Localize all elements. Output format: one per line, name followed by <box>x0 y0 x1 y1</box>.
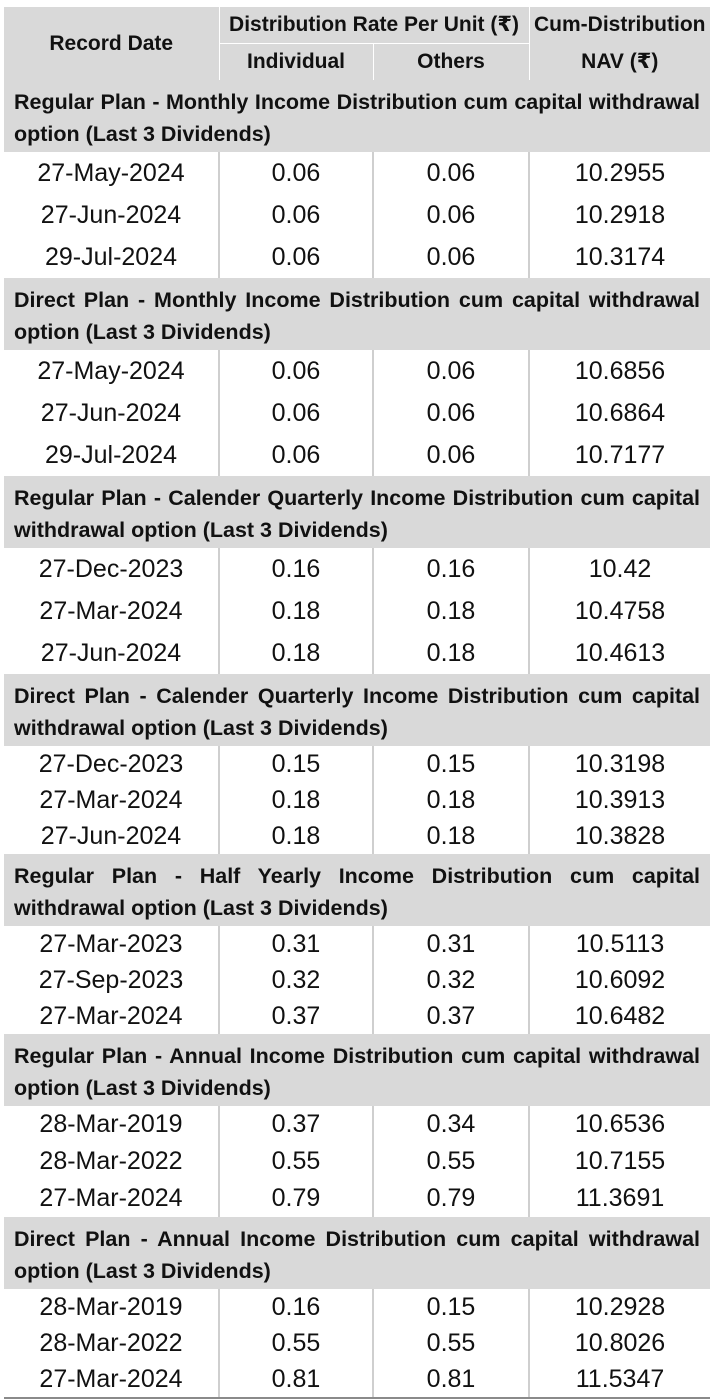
individual-rate-cell: 0.55 <box>219 1143 373 1180</box>
individual-rate-cell: 0.37 <box>219 1106 373 1143</box>
cum-nav-cell: 10.6864 <box>574 398 666 427</box>
cum-nav-header-line1: Cum-Distribution <box>529 7 710 44</box>
cum-nav-cell: 10.3828 <box>574 821 666 850</box>
distribution-table <box>4 7 710 1399</box>
individual-rate-cell: 0.18 <box>219 818 373 854</box>
cum-nav-cell: 11.5347 <box>529 1361 710 1398</box>
section-header <box>4 278 710 350</box>
record-date-cell: 27-Jun-2024 <box>4 392 219 434</box>
individual-rate-cell: 0.06 <box>219 152 373 194</box>
cum-nav-cell: 10.4758 <box>574 596 666 625</box>
individual-rate-cell: 0.06 <box>219 392 373 434</box>
individual-rate-cell: 0.31 <box>219 926 373 962</box>
table-row <box>4 1180 710 1217</box>
others-rate-cell: 0.06 <box>373 152 529 194</box>
record-date-cell: 29-Jul-2024 <box>4 236 219 278</box>
table-row <box>4 1325 710 1361</box>
individual-rate-cell: 0.32 <box>219 962 373 998</box>
cum-nav-cell: 10.8026 <box>574 1328 666 1357</box>
section-header <box>4 854 710 926</box>
record-date-cell: 29-Jul-2024 <box>4 434 219 476</box>
others-rate-cell: 0.31 <box>373 926 529 962</box>
section-title: Regular Plan - Monthly Income Distribution cum capital withdrawal option (Last 3 Dividends) <box>4 80 710 152</box>
table-row <box>4 590 710 632</box>
section-header <box>4 476 710 548</box>
individual-rate-cell: 0.15 <box>219 746 373 782</box>
record-date-cell: 27-Dec-2023 <box>4 548 219 590</box>
cum-nav-cell: 10.42 <box>588 554 652 583</box>
record-date-cell: 27-May-2024 <box>4 350 219 392</box>
individual-rate-cell: 0.06 <box>219 350 373 392</box>
table-row <box>4 434 710 476</box>
section-title: Direct Plan - Annual Income Distribution cum capital withdrawal option (Last 3 Dividends) <box>4 1217 710 1289</box>
record-date-cell: 27-Mar-2023 <box>4 926 219 962</box>
individual-rate-cell: 0.79 <box>219 1180 373 1217</box>
others-rate-cell: 0.34 <box>373 1106 529 1143</box>
others-rate-cell: 0.06 <box>373 392 529 434</box>
individual-rate-cell: 0.16 <box>219 548 373 590</box>
others-rate-cell: 0.18 <box>373 782 529 818</box>
others-rate-cell: 0.06 <box>373 350 529 392</box>
record-date-cell: 27-Jun-2024 <box>4 194 219 236</box>
record-date-cell: 27-Dec-2023 <box>4 746 219 782</box>
others-rate-cell: 0.55 <box>373 1325 529 1361</box>
cum-nav-cell: 10.6092 <box>574 965 666 994</box>
individual-rate-cell: 0.06 <box>219 434 373 476</box>
section-header <box>4 1217 710 1289</box>
cum-nav-cell: 11.3691 <box>575 1184 665 1212</box>
record-date-cell: 27-Mar-2024 <box>4 1361 219 1398</box>
others-rate-cell: 0.16 <box>373 548 529 590</box>
individual-rate-cell: 0.06 <box>219 194 373 236</box>
record-date-cell: 27-Jun-2024 <box>4 632 219 674</box>
cum-nav-cell: 10.2928 <box>574 1292 666 1321</box>
others-rate-cell: 0.37 <box>373 998 529 1034</box>
cum-nav-cell: 10.7177 <box>574 440 666 469</box>
table-row <box>4 548 710 590</box>
individual-rate-cell: 0.55 <box>219 1325 373 1361</box>
record-date-header: Record Date <box>4 7 219 80</box>
record-date-cell: 27-Mar-2024 <box>4 1180 219 1217</box>
record-date-cell: 28-Mar-2022 <box>4 1325 219 1361</box>
table-row <box>4 1143 710 1180</box>
record-date-cell: 27-Sep-2023 <box>4 962 219 998</box>
table-row <box>4 392 710 434</box>
others-rate-cell: 0.15 <box>373 1289 529 1325</box>
section-title: Direct Plan - Calender Quarterly Income Distribution cum capital withdrawal option (Last 3 Dividends) <box>4 674 710 746</box>
others-rate-cell: 0.06 <box>373 434 529 476</box>
cum-nav-cell: 10.6482 <box>574 1001 666 1030</box>
cum-nav-cell: 10.2918 <box>574 200 666 229</box>
header-row <box>4 7 710 44</box>
cum-nav-cell: 10.3913 <box>574 785 666 814</box>
table-row <box>4 1289 710 1325</box>
table-row <box>4 818 710 854</box>
others-rate-cell: 0.18 <box>373 590 529 632</box>
table-row <box>4 236 710 278</box>
others-header: Others <box>373 44 529 81</box>
others-rate-cell: 0.06 <box>373 194 529 236</box>
section-header <box>4 674 710 746</box>
section-title: Regular Plan - Annual Income Distribution cum capital withdrawal option (Last 3 Dividends) <box>4 1034 710 1106</box>
table-row <box>4 152 710 194</box>
record-date-cell: 28-Mar-2022 <box>4 1143 219 1180</box>
section-header <box>4 80 710 152</box>
others-rate-cell: 0.15 <box>373 746 529 782</box>
individual-rate-cell: 0.18 <box>219 782 373 818</box>
record-date-cell: 27-Jun-2024 <box>4 818 219 854</box>
cum-nav-cell: 10.2955 <box>574 158 666 187</box>
individual-rate-cell: 0.18 <box>219 590 373 632</box>
cum-nav-cell: 10.3174 <box>574 242 666 271</box>
others-rate-cell: 0.18 <box>373 632 529 674</box>
others-rate-cell: 0.79 <box>373 1180 529 1217</box>
record-date-cell: 27-May-2024 <box>4 152 219 194</box>
table-row <box>4 632 710 674</box>
section-title: Regular Plan - Calender Quarterly Income Distribution cum capital withdrawal option (Last 3 Dividends) <box>4 476 710 548</box>
others-rate-cell: 0.32 <box>373 962 529 998</box>
cum-nav-cell: 10.5113 <box>575 929 665 958</box>
table-row <box>4 998 710 1034</box>
record-date-cell: 28-Mar-2019 <box>4 1289 219 1325</box>
individual-rate-cell: 0.37 <box>219 998 373 1034</box>
table-row <box>4 746 710 782</box>
others-rate-cell: 0.55 <box>373 1143 529 1180</box>
table-row <box>4 1106 710 1143</box>
section-header <box>4 1034 710 1106</box>
table-row <box>4 782 710 818</box>
individual-rate-cell: 0.18 <box>219 632 373 674</box>
section-title: Direct Plan - Monthly Income Distribution cum capital withdrawal option (Last 3 Dividends) <box>4 278 710 350</box>
others-rate-cell: 0.18 <box>373 818 529 854</box>
others-rate-cell: 0.06 <box>373 236 529 278</box>
others-rate-cell: 0.81 <box>373 1361 529 1398</box>
cum-nav-header-line2: NAV (₹) <box>529 44 710 81</box>
record-date-cell: 28-Mar-2019 <box>4 1106 219 1143</box>
table-row <box>4 962 710 998</box>
cum-nav-cell: 10.3198 <box>574 749 666 778</box>
record-date-cell: 27-Mar-2024 <box>4 782 219 818</box>
table-row <box>4 350 710 392</box>
table-row <box>4 1361 710 1398</box>
individual-rate-cell: 0.06 <box>219 236 373 278</box>
distribution-rate-header: Distribution Rate Per Unit (₹) <box>219 7 529 44</box>
individual-rate-cell: 0.81 <box>219 1361 373 1398</box>
table-row <box>4 194 710 236</box>
cum-nav-cell: 10.6856 <box>574 356 666 385</box>
cum-nav-cell: 10.7155 <box>574 1147 666 1175</box>
cum-nav-cell: 10.6536 <box>574 1110 666 1138</box>
cum-nav-cell: 10.4613 <box>574 638 666 667</box>
section-title: Regular Plan - Half Yearly Income Distribution cum capital withdrawal option (Last 3 Dividends) <box>4 854 710 926</box>
record-date-cell: 27-Mar-2024 <box>4 998 219 1034</box>
individual-header: Individual <box>219 44 373 81</box>
table-row <box>4 926 710 962</box>
individual-rate-cell: 0.16 <box>219 1289 373 1325</box>
record-date-cell: 27-Mar-2024 <box>4 590 219 632</box>
